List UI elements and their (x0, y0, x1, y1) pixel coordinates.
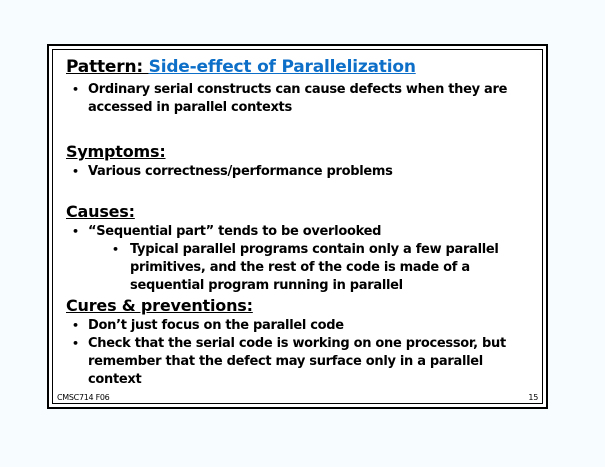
list-item (66, 317, 537, 335)
list-item (66, 163, 537, 181)
bullet-icon: • (72, 319, 79, 332)
bullet-text: Check that the serial code is working on one processor, but remember that the defect may surface only in a parallel context (88, 336, 506, 387)
list-item (66, 335, 537, 389)
slide-content (66, 57, 537, 389)
slide-title (66, 57, 537, 78)
bullet-text: Don’t just focus on the parallel code (88, 318, 344, 333)
section-pattern (66, 81, 537, 117)
list-item (66, 241, 537, 295)
bullet-icon: • (72, 337, 79, 350)
bullet-icon: • (72, 83, 79, 96)
bullet-text: Ordinary serial constructs can cause defects when they are accessed in parallel contexts (88, 82, 508, 115)
slide-inner-border (52, 49, 543, 404)
section-symptoms (66, 142, 537, 181)
bullet-icon: • (112, 243, 119, 256)
footer-course-label: CMSC714 F06 (57, 393, 110, 402)
bullet-icon: • (72, 225, 79, 238)
section-heading: Cures & preventions: (66, 296, 253, 315)
section-causes (66, 202, 537, 295)
bullet-icon: • (72, 165, 79, 178)
slide-footer (57, 393, 538, 402)
title-prefix: Pattern: (66, 57, 149, 77)
section-heading: Causes: (66, 202, 135, 221)
title-emphasis: Side-effect of Parallelization (148, 57, 416, 77)
section-heading: Symptoms: (66, 142, 166, 161)
bullet-text: Typical parallel programs contain only a few parallel primitives, and the rest of the code is made of a sequential program running in parallel (130, 242, 499, 293)
bullet-text: Various correctness/performance problems (88, 164, 393, 179)
list-item (66, 223, 537, 241)
list-item (66, 81, 537, 117)
page-number: 15 (528, 393, 538, 402)
section-cures (66, 296, 537, 389)
bullet-text: “Sequential part” tends to be overlooked (88, 224, 382, 239)
slide-frame (47, 44, 548, 409)
